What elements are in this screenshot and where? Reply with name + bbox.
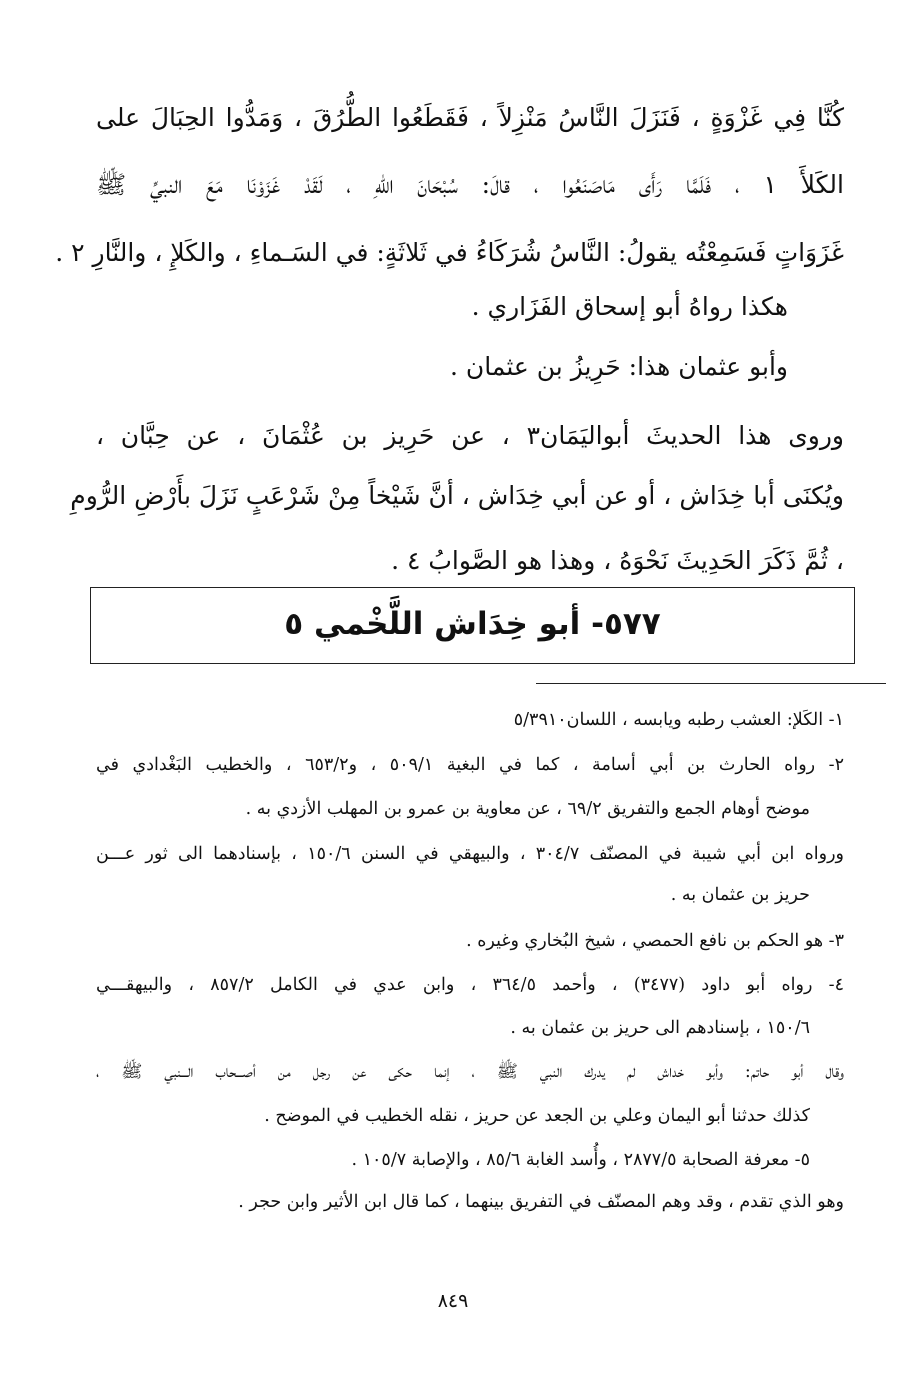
- main-text-line: وأبو عثمان هذا: حَرِيزُ بن عثمان .: [450, 352, 788, 381]
- footnote-line: وهو الذي تقدم ، وقد وهم المصنّف في التفريق بينهما ، كما قال ابن الأثير وابن حجر .: [238, 1192, 844, 1212]
- page-number: ٨٤٩: [437, 1290, 469, 1312]
- footnote-line: ١- الكَلإ: العشب رطبه ويابسه ، اللسان٥/٣٩١٠: [513, 710, 844, 730]
- main-text-line: غَزَوَاتٍ فَسَمِعْتُه يقولُ: النَّاسُ شُرَكَاءُ في ثَلاثَةٍ: في السَـماءِ ، والكَلإِ ، والنَّارِ ٢ .: [55, 238, 844, 267]
- footnote-line: ٣- هو الحكم بن نافع الحمصي ، شيخ البُخاري وغيره .: [466, 931, 844, 951]
- main-text-line: ويُكنَى أبا خِدَاش ، أو عن أبي خِدَاش ، أنَّ شَيْخاً مِنْ شَرْعَبٍ نَزَلَ بأَرْضِ الرُّومِ: [70, 481, 844, 510]
- section-title-box: [90, 587, 855, 664]
- footnote-line: موضح أوهام الجمع والتفريق ٦٩/٢ ، عن معاوية بن عمرو بن المهلب الأزدي به .: [245, 799, 810, 819]
- footnote-line: ١٥٠/٦ ، بإسنادهم الى حريز بن عثمان به .: [510, 1018, 810, 1038]
- main-text-line: الكَلأَ ١ ، فَلَمَّا رَأَى مَاصَنَعُوا ، قالَ: سُبْحَانَ اللهِ ، لَقَدْ غَزَوْنَا مَعَ النبيِّ ﷺ: [96, 170, 844, 199]
- footnote-separator: [536, 683, 886, 684]
- footnote-line: حريز بن عثمان به .: [670, 885, 810, 905]
- footnote-line: ورواه ابن أبي شيبة في المصنّف ٣٠٤/٧ ، والبيهقي في السنن ١٥٠/٦ ، بإسنادهما الى ثور عـــن: [96, 844, 844, 864]
- footnote-line: ٢- رواه الحارث بن أبي أسامة ، كما في البغية ٥٠٩/١ ، و٦٥٣/٢ ، والخطيب البَغْدادي في: [96, 755, 844, 775]
- main-text-line: هكذا رواهُ أبو إسحاق الفَزَاري .: [471, 292, 788, 321]
- footnote-line: كذلك حدثنا أبو اليمان وعلي بن الجعد عن حريز ، نقله الخطيب في الموضح .: [264, 1106, 810, 1126]
- footnote-line: ٤- رواه أبو داود (٣٤٧٧) ، وأحمد ٣٦٤/٥ ، وابن عدي في الكامل ٨٥٧/٢ ، والبيهقـــي: [96, 975, 844, 995]
- section-title: ٥٧٧- أبو خِدَاش اللَّخْمي ٥: [284, 606, 661, 642]
- main-text-line: وروى هذا الحديثَ أبواليَمَان٣ ، عن حَرِيز بن عُثْمَانَ ، عن حِبَّان ،: [96, 421, 844, 450]
- footnote-line: ٥- معرفة الصحابة ٢٨٧٧/٥ ، وأُسد الغابة ٨٥/٦ ، والإصابة ١٠٥/٧ .: [351, 1150, 810, 1170]
- main-text-line: ، ثُمَّ ذَكَرَ الحَدِيثَ نَحْوَهُ ، وهذا هو الصَّوابُ ٤ .: [391, 546, 844, 575]
- footnote-line: وقال أبو حاتم: وأبو خداش لم يدرك النبي ﷺ ، إنما حكى عن رجل من أصـــحاب الـــنبي ﷺ ،: [96, 1062, 844, 1082]
- main-text-line: كُنَّا فِي غَزْوَةٍ ، فَنَزَلَ النَّاسُ مَنْزِلاً ، فَقَطَعُوا الطُّرُقَ ، وَمَدُّوا الحِبَالَ على: [96, 103, 844, 132]
